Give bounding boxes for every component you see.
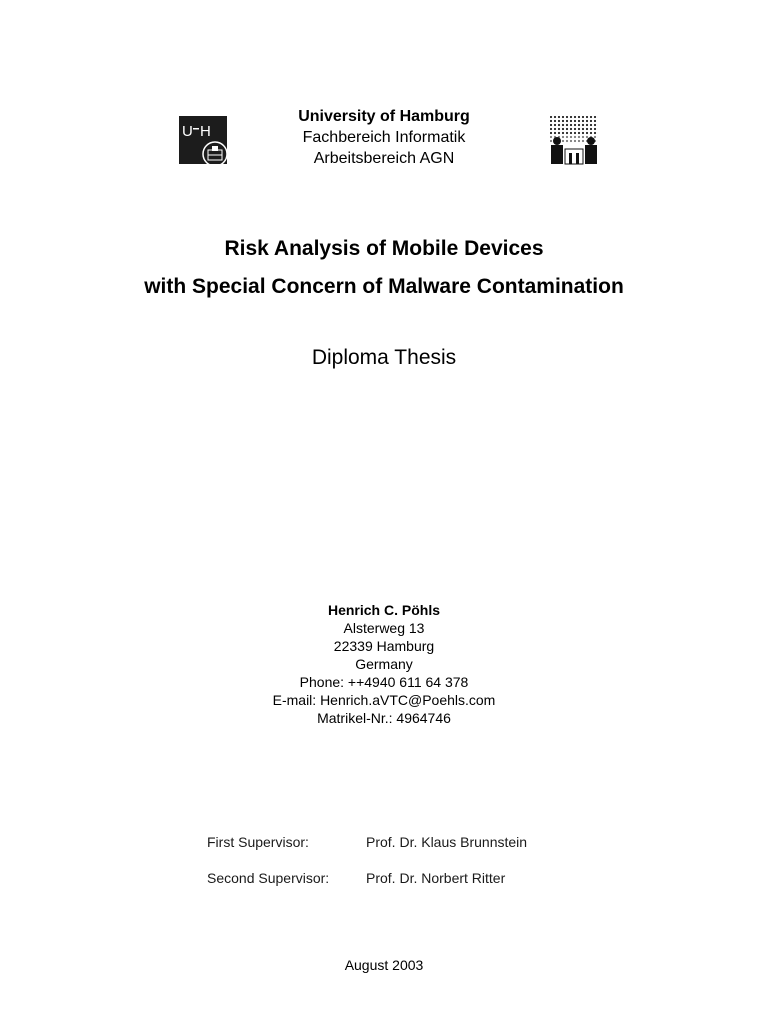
- author-matrikel: Matrikel-Nr.: 4964746: [317, 710, 451, 726]
- university-name: University of Hamburg: [298, 108, 470, 125]
- first-supervisor-label: First Supervisor:: [207, 834, 309, 850]
- department-name: Fachbereich Informatik: [302, 129, 466, 146]
- group-name: Arbeitsbereich AGN: [313, 150, 455, 167]
- first-supervisor-name: Prof. Dr. Klaus Brunnstein: [366, 834, 528, 850]
- svg-text:U: U: [182, 123, 193, 140]
- author-city: 22339 Hamburg: [333, 638, 435, 654]
- document-type: Diploma Thesis: [311, 346, 457, 369]
- author-street: Alsterweg 13: [343, 620, 425, 636]
- agn-logo-icon: [549, 115, 599, 165]
- svg-text:H: H: [200, 123, 211, 140]
- second-supervisor-label: Second Supervisor:: [207, 870, 330, 886]
- second-supervisor-name: Prof. Dr. Norbert Ritter: [366, 870, 506, 886]
- author-email: E-mail: Henrich.aVTC@Poehls.com: [272, 692, 496, 708]
- thesis-title-line-2: with Special Concern of Malware Contamination: [144, 275, 624, 298]
- author-phone: Phone: ++4940 611 64 378: [299, 674, 469, 690]
- author-country: Germany: [355, 656, 413, 672]
- thesis-title-line-1: Risk Analysis of Mobile Devices: [224, 237, 544, 260]
- submission-date: August 2003: [344, 957, 424, 973]
- author-name: Henrich C. Pöhls: [327, 602, 441, 618]
